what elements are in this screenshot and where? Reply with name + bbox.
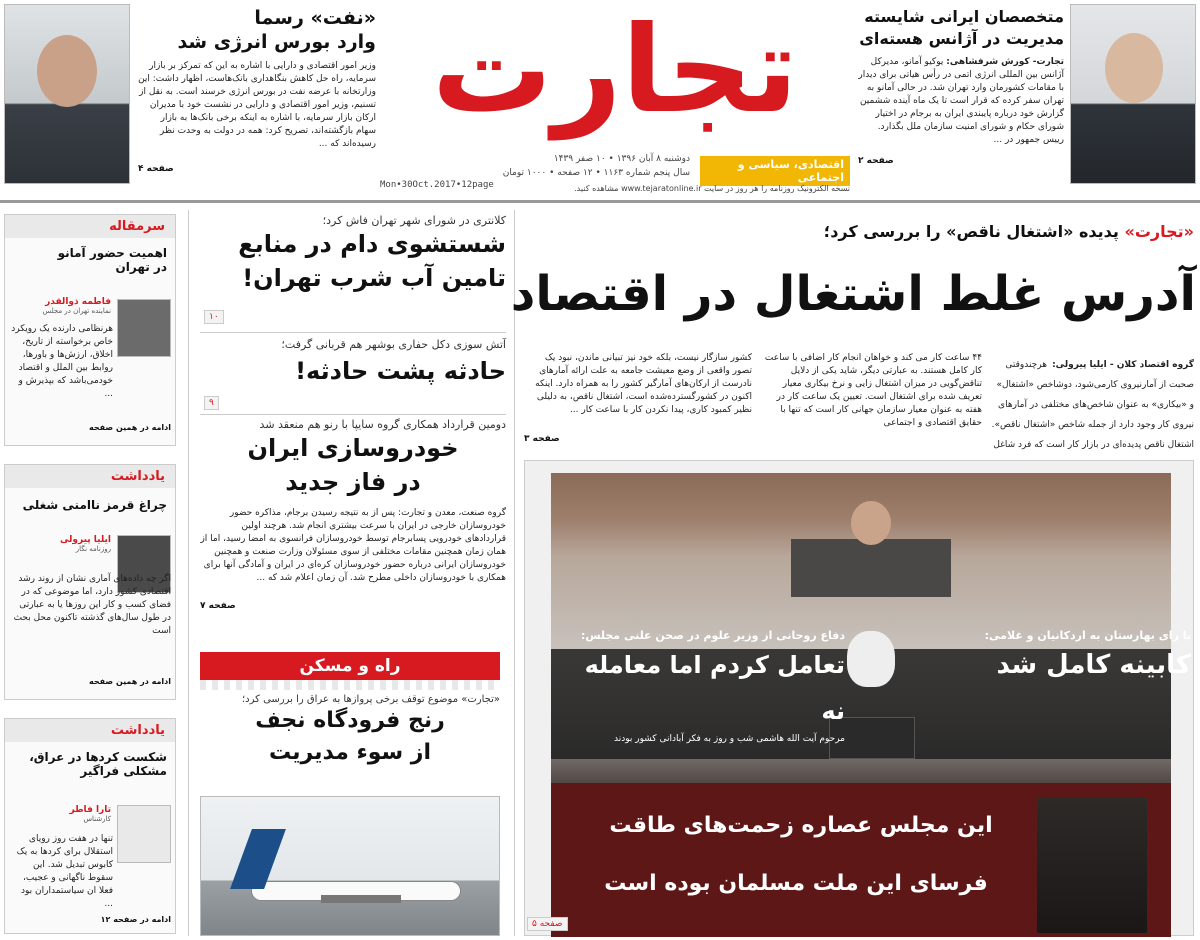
najaf-story-headline-2: از سوء مدیریت (268, 740, 432, 765)
note-2-more-link[interactable]: ادامه در صفحه ۱۲ (100, 915, 171, 924)
auto-story-page-ref: صفحه ۷ (200, 601, 236, 611)
masthead-date-fa: دوشنبه ۸ آبان ۱۳۹۶ • ۱۰ صفر ۱۴۳۹ (553, 154, 690, 164)
speaker-figure (851, 501, 891, 545)
editorial-body: هرنظامی دارنده یک رویکرد خاص برخواسته از تاریخ، اخلاق، ارزش‌ها و باورها، روابط بین الملل و اقتصاد خودمی‌باشد که بپذیرش و ... (11, 324, 113, 399)
editorial-author-role: نماینده تهران در مجلس (42, 307, 111, 315)
rouhani-story-subline: مرحوم آیت الله هاشمی شب و روز به فکر آبادانی کشور بودند (614, 734, 845, 744)
section-label: راه و مسکن (299, 656, 401, 676)
cabinet-story (961, 629, 1191, 688)
airplane-wing (321, 895, 401, 903)
top-right-story-lead: تجارت- کورش شرفشاهی: (946, 57, 1064, 67)
auto-industry-story (200, 418, 506, 632)
center-column-divider (188, 210, 189, 936)
author-photo (117, 299, 171, 357)
auto-story-headline: خودروسازی ایران (247, 434, 459, 462)
portrait-face (37, 35, 97, 107)
photo-story-page-ref: صفحه ۵ (527, 917, 568, 931)
editorial-author: فاطمه ذوالقدر (45, 297, 111, 307)
minister-portrait-photo (4, 4, 130, 184)
top-left-story-body: وزیر امور اقتصادی و دارایی با اشاره به این که تمرکز بر بازار سرمایه، راه حل کاهش بنگاهداری بانک‌هاست، اظهار داشت: این وزارتخانه با عرضه نفت در بورس انرژی خرسند است. به نقل از تسنیم، وزیر امور اقتصادی و دارایی در نشست خود با مدیران ارکان بازار سرمایه، با اشاره به اینکه برخی بانک‌ها به بازار سهام بازگشته‌اند، تصریح کرد: همه در دولت به وحدت نظر رسیده‌اند که ... (138, 61, 376, 149)
masthead-date-en: Mon•30Oct.2017•12page (380, 180, 494, 190)
top-left-story-title: «نفت» رسما (254, 7, 376, 29)
main-story-byline: گروه اقتصاد کلان - ایلیا پیرولی: (1052, 360, 1194, 370)
section-bar-housing (200, 652, 500, 680)
note-author: ایلیا پیرولی (59, 535, 111, 545)
rouhani-story (555, 629, 845, 744)
auto-story-headline-2: در فاز جدید (285, 468, 421, 496)
auto-story-body: گروه صنعت، معدن و تجارت: پس از به نتیجه رسیدن برجام، مذاکره حضور خودروسازان خارجی در ایران با سرعت بیشتری انجام شد. هرچند اولین قراردادهای خودرویی پسابرجام توسط خودروسازان فرانسوی به امضا رسید، اما از همان زمان همچنین مقامات مختلفی از سوی مسئولان وزارت صنعت و همچنین خودروسازان ایرانی درباره حضور خودروسازان کره‌ای در ایران و آمادگی آنها برای همکاری با خودروسازان داخلی مطرح شد. آن زمان اعلام شد که ... (200, 508, 506, 583)
top-left-story (138, 6, 376, 186)
note-2-title: شکست کردها در عراق، (29, 750, 167, 764)
banner-line-2: فرسای این ملت مسلمان بوده است (604, 871, 988, 896)
note-2-author: تارا فاطر (69, 805, 111, 815)
rouhani-story-headline: تعامل کردم اما معامله نه (584, 651, 845, 725)
parliament-photo-frame (524, 460, 1194, 936)
top-right-story-title: متخصصان ایرانی شایسته (864, 7, 1064, 26)
main-story-kicker-red: «تجارت» (1124, 222, 1194, 241)
airplane-tail (230, 829, 286, 889)
note-box (4, 464, 176, 700)
cabinet-story-headline: کابینه کامل شد (996, 650, 1191, 680)
accident-story-headline: حادثه پشت حادثه! (295, 357, 506, 385)
divider (200, 414, 506, 415)
masthead-logo: تجارت (431, 1, 799, 140)
editorial-more-link[interactable]: ادامه در همین صفحه (89, 423, 171, 432)
water-story-headline: شستشوی دام در منابع (238, 230, 506, 258)
auto-story-kicker: دومین قرارداد همکاری گروه سایپا با رنو هم منعقد شد (259, 418, 506, 431)
cabinet-story-kicker: با رای بهارستان به اردکانیان و غلامی: (984, 629, 1191, 642)
top-right-story (858, 6, 1064, 186)
accident-story-kicker: آتش سوزی دکل حفاری بوشهر هم قربانی گرفت؛ (281, 338, 506, 351)
water-story-page: ۱۰ (204, 310, 224, 324)
main-story-page-ref: صفحه ۳ (524, 434, 560, 444)
main-story-col-2: ۴۴ ساعت کار می کند و خواهان انجام کار اضافی با ساعت کار کامل هستند. به عبارتی دیگر، شاید یکی از دلایل تناقض‌گویی در میزان اشتغال زایی و نرخ بیکاری معیار تعریف شده برای اشتغال است. تعیین یک ساعت کار در هفته به عنوان معیار سازمان جهانی کار است که تنها با حقایق اقتصادی و اجتماعی (764, 353, 982, 428)
airplane-photo (200, 796, 500, 936)
note-2-author-role: کارشناس (83, 815, 111, 823)
masthead-issue-line: سال پنجم شماره ۱۱۶۳ • ۱۲ صفحه • ۱۰۰۰ تومان (502, 168, 690, 178)
note-more-link[interactable]: ادامه در همین صفحه (89, 677, 171, 686)
note-2-title-2: مشکلی فراگیر (80, 764, 167, 778)
speaker-podium (791, 539, 951, 597)
editorial-box (4, 214, 176, 446)
editorial-title-2: در تهران (115, 260, 167, 274)
note-title: چراغ قرمز ناامنی شغلی (22, 498, 167, 512)
accident-story-page: ۹ (204, 396, 219, 410)
top-right-story-body: یوکیو آمانو، مدیرکل آژانس بین المللی انرژی اتمی در رأس هیاتی برای دیدار با مقامات کشورمان وارد تهران شد. در حالی آمانو به تهران سفر کرده که قرار است تا یک ماه آینده ششمین گزارش خود درباره پایبندی ایران به برجام در اختیار شورای حکام و شورای امنیت سازمان ملل بگذارد. رییس جمهور در ... (858, 57, 1064, 145)
water-story (200, 214, 506, 328)
main-story-kicker-text: پدیده «اشتغال ناقص» را بررسی کرد؛ (823, 222, 1125, 241)
top-right-story-title-2: مدیریت در آژانس هسته‌ای (859, 29, 1064, 48)
masthead (380, 1, 850, 194)
top-left-story-title-2: وارد بورس انرژی شد (177, 31, 376, 53)
najaf-airport-story (200, 694, 500, 790)
banner-line-1: این مجلس عصاره زحمت‌های طاقت (609, 813, 993, 838)
author-photo (117, 805, 171, 863)
note-label: یادداشت (5, 465, 175, 488)
najaf-story-kicker: «تجارت» موضوع توقف برخی پروازها به عراق را بررسی کرد؛ (241, 694, 500, 705)
top-left-story-page-ref: صفحه ۴ (138, 164, 174, 174)
note-author-role: روزنامه نگار (75, 545, 111, 553)
main-story-col-1 (990, 352, 1194, 452)
masthead-slogan: اقتصادی، سیاسی و اجتماعی (700, 156, 850, 186)
main-story-kicker (524, 222, 1194, 241)
rouhani-figure (847, 631, 895, 687)
editorial-label: سرمقاله (5, 215, 175, 238)
note-box-2 (4, 718, 176, 934)
masthead-website-note[interactable]: نسخه الکترونیک روزنامه را هر روز در سایت www.tejaratonline.ir مشاهده کنید. (574, 184, 850, 193)
amano-portrait-photo (1070, 4, 1196, 184)
editorial-title: اهمیت حضور آمانو (57, 246, 167, 260)
rouhani-story-kicker: دفاع روحانی از وزیر علوم در صحن علنی مجلس: (580, 629, 845, 642)
section-bar-pattern (200, 680, 500, 690)
masthead-divider (0, 200, 1200, 203)
main-story-col1-text: هرچندوقتی صحبت از آمارنیروی کارمی‌شود، دوشاخص «اشتغال» و «بیکاری» به عنوان شاخص‌های مختلفی در آمارهای نیروی کار وجود دارد از جمله شاخص «اشتغال ناقص». اشتغال ناقص پدیده‌ای در بازار کار است که فرد شاغل (991, 360, 1194, 450)
water-story-kicker: کلانتری در شورای شهر تهران فاش کرد؛ (322, 214, 506, 227)
water-story-headline-2: تامین آب شرب تهران! (242, 264, 506, 292)
divider (200, 332, 506, 333)
accident-story (200, 338, 506, 408)
najaf-story-headline: رنج فرودگاه نجف (255, 708, 445, 733)
note-label-2: یادداشت (5, 719, 175, 742)
note-2-body: تنها در هفت روز رویای استقلال برای کردها به یک کابوس تبدیل شد. این سقوط ناگهانی و عجیب، فعلا ان سیاستمداران بود ... (16, 834, 113, 909)
parliament-banner (551, 783, 1171, 937)
khomeini-portrait (1037, 797, 1147, 933)
main-story-col-3: کشور سازگار نیست، بلکه خود نیز تبیانی ماندن، نبود یک تصور واقعی از وضع معیشت جامعه به علت ارائه آمارهای نادرست از ارکان‌های آمارگیر کشور را به همراه دارد. اینکه اکنون در کشورگسترده‌شده است، اشتغال ناقص، به دلیلی نظیر کمبود کاری، پیدا نکردن کار با ساعت کار ... (535, 353, 752, 415)
portrait-face (1105, 33, 1163, 103)
main-story-headline: آدرس غلط اشتغال در اقتصاد (510, 266, 1196, 322)
top-right-story-page-ref: صفحه ۲ (858, 156, 894, 166)
note-body: اگر چه داده‌های آماری نشان از روند رشد اقتصادی کشور دارد، اما موضوعی که در فضای کسب و کار این روزها یا به عبارتی در طول سال‌های گذشته تاکنون محل بحث است (13, 574, 171, 636)
